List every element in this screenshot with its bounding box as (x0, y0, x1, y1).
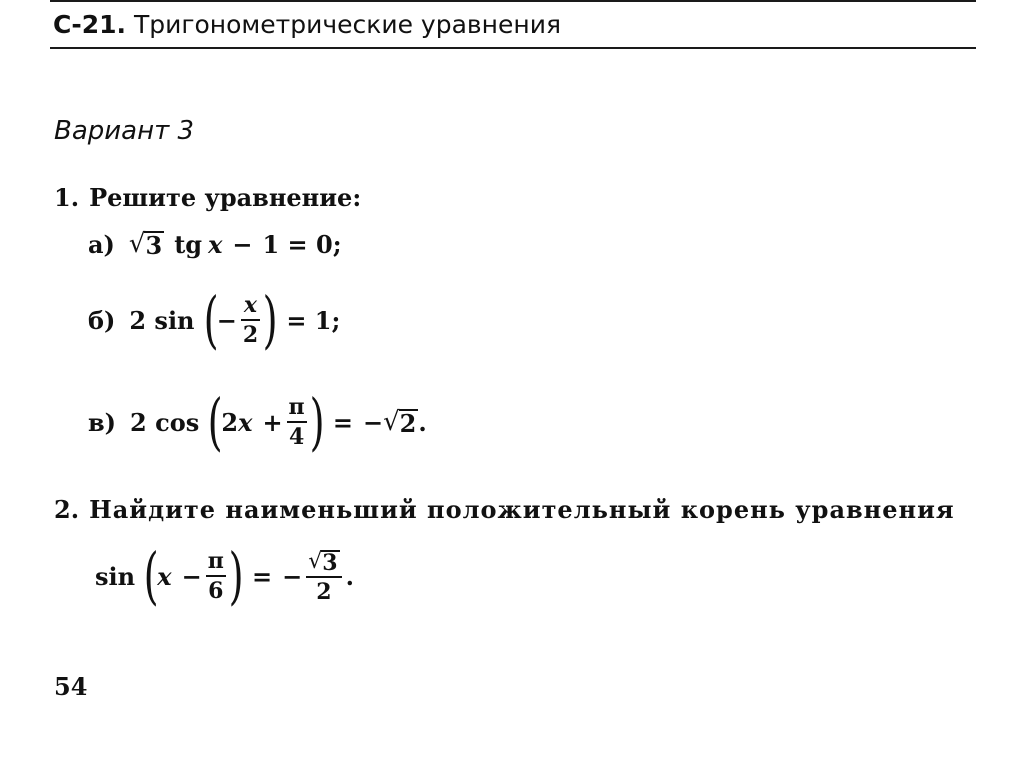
equation-a-label: а) (88, 229, 115, 259)
radical-sign-icon: √ (128, 229, 146, 259)
coef-2-cos: 2 cos (130, 407, 200, 437)
section-title: Тригонометрические уравнения (133, 10, 561, 39)
minus-sign: − (216, 305, 237, 335)
equation-a-rest: 1 = 0; (262, 229, 342, 259)
variable-x: x (157, 561, 172, 591)
header-top-rule (50, 0, 976, 2)
numerator: π (288, 394, 305, 420)
minus-sign: − (232, 229, 253, 259)
task-2-equation (95, 536, 354, 616)
fraction-sqrt3-over-2 (306, 549, 341, 604)
right-paren: ) (262, 283, 278, 356)
left-paren: ( (207, 385, 223, 458)
task-1-number: 1. (54, 183, 80, 212)
fraction-bar (206, 575, 226, 577)
fraction-bar (241, 319, 260, 321)
sqrt-3 (308, 550, 339, 574)
section-code: С-21. (53, 10, 127, 39)
task-1-text: Решите уравнение: (89, 183, 362, 212)
period: . (345, 561, 354, 591)
left-paren: ( (203, 283, 219, 356)
equation-b-rhs: = 1; (286, 305, 341, 335)
radicand: 3 (322, 549, 338, 576)
function-tg: tg (174, 229, 203, 259)
plus-sign: + (262, 407, 283, 437)
equals-sign: = (332, 407, 353, 437)
denominator: 6 (208, 578, 224, 604)
fraction-bar (287, 421, 307, 423)
radicand: 3 (145, 231, 163, 260)
variant-label: Вариант 3 (54, 116, 195, 146)
radical-sign-icon: √ (308, 548, 323, 574)
equals-sign: = (252, 561, 273, 591)
minus-sign: − (362, 407, 384, 437)
section-header (53, 8, 561, 42)
page-number: 54 (54, 672, 88, 701)
sqrt-3 (129, 229, 164, 259)
denominator: 4 (288, 424, 305, 450)
fraction-pi-over-6 (206, 549, 226, 603)
term-2: 2 (221, 407, 239, 437)
radicand: 2 (399, 409, 417, 438)
minus-sign: − (282, 561, 303, 591)
numerator: x (243, 292, 258, 318)
task-2-number: 2. (54, 495, 80, 524)
radical-sign-icon: √ (383, 407, 400, 437)
fraction-x-over-2 (241, 293, 260, 347)
numerator: π (207, 548, 224, 574)
minus-sign: − (181, 561, 202, 591)
period: . (418, 407, 427, 437)
variable-x: x (208, 229, 223, 259)
coef-2-sin: 2 sin (129, 305, 195, 335)
variable-x: x (238, 407, 253, 437)
fraction-bar (306, 576, 341, 578)
function-sin: sin (95, 561, 136, 591)
equation-b (88, 282, 340, 358)
equation-b-label: б) (88, 305, 116, 335)
sqrt-2 (383, 407, 418, 437)
right-paren: ) (309, 385, 325, 458)
right-paren: ) (228, 539, 244, 612)
equation-a (88, 222, 342, 266)
equation-c (88, 384, 427, 460)
left-paren: ( (143, 539, 159, 612)
numerator (306, 549, 341, 574)
task-2-title (54, 494, 955, 526)
fraction-pi-over-4 (287, 395, 307, 449)
task-2-text: Найдите наименьший положительный корень уравнения (89, 495, 955, 524)
equation-c-label: в) (88, 407, 117, 437)
task-1-title (54, 182, 361, 214)
denominator: 2 (316, 578, 332, 605)
header-bottom-rule (50, 47, 976, 49)
denominator: 2 (242, 322, 259, 348)
